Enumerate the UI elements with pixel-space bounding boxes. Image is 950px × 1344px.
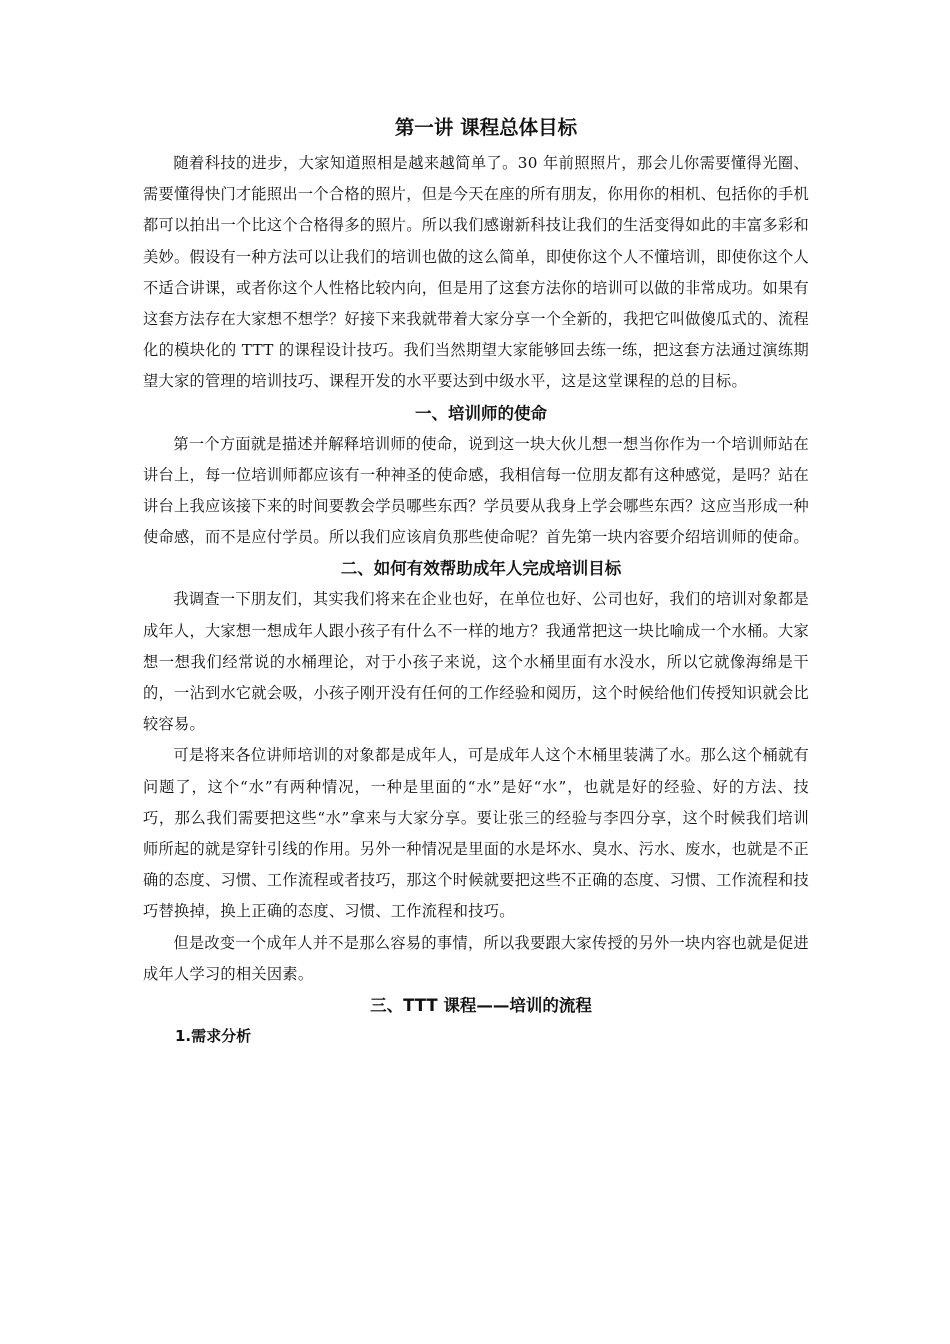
section-heading-ttt-process: 三、TTT 课程——培训的流程 xyxy=(370,996,592,1016)
section-heading-adult-training: 二、如何有效帮助成年人完成培训目标 xyxy=(340,559,622,579)
adult-training-paragraph-2: 可是将来各位讲师培训的对象都是成年人，可是成年人这个木桶里装满了水。那么这个桶就有问题了，这个“水”有两种情况，一种是里面的“水”是好“水”，也就是好的经验、好的方法、技巧，那么我们需要把这些“水”拿来与大家分享。要让张三的经验与李四分享，这个时候我们培训师所起的就是穿针引线的作用。另外一种情况是里面的水是坏水、臭水、污水、废水，也就是不正确的态度、习惯、工作流程或者技巧，那这个时候就要把这些不正确的态度、习惯、工作流程和技巧替换掉，换上正确的态度、习惯、工作流程和技巧。 xyxy=(143,746,809,921)
intro-paragraph: 随着科技的进步，大家知道照相是越来越简单了。30 年前照照片，那会儿你需要懂得光圈、需要懂得快门才能照出一个合格的照片，但是今天在座的所有朋友，你用你的相机、包括你的手机都可以拍出一个比这个合格得多的照片。所以我们感谢新科技让我们的生活变得如此的丰富多彩和美妙。假设有一种方法可以让我们的培训也做的这么简单，即使你这个人不懂培训，即使你这个人不适合讲课，或者你这个人性格比较内向，但是用了这套方法你的培训可以做的非常成功。如果有这套方法存在大家想不想学？好接下来我就带着大家分享一个全新的，我把它叫做傻瓜式的、流程化的模块化的 TTT 的课程设计技巧。我们当然期望大家能够回去练一练，把这套方法通过演练期望大家的管理的培训技巧、课程开发的水平要达到中级水平，这是这堂课程的总的目标。 xyxy=(143,154,809,391)
mission-paragraph: 第一个方面就是描述并解释培训师的使命，说到这一块大伙儿想一想当你作为一个培训师站在讲台上，每一位培训师都应该有一种神圣的使命感，我相信每一位朋友都有这种感觉，是吗？站在讲台上我应该接下来的时间要教会学员哪些东西？学员要从我身上学会哪些东西？这应当形成一种使命感，而不是应付学员。所以我们应该肩负那些使命呢？首先第一块内容要介绍培训师的使命。 xyxy=(143,434,809,547)
adult-training-paragraph-1: 我调查一下朋友们，其实我们将来在企业也好，在单位也好、公司也好，我们的培训对象都是成年人，大家想一想成年人跟小孩子有什么不一样的地方？我通常把这一块比喻成一个水桶。大家想一想我们经常说的水桶理论，对于小孩子来说，这个水桶里面有水没水，所以它就像海绵是干的，一沾到水它就会吸，小孩子刚开没有任何的工作经验和阅历，这个时候给他们传授知识就会比较容易。 xyxy=(143,590,809,734)
adult-training-paragraph-3: 但是改变一个成年人并不是那么容易的事情，所以我要跟大家传授的另外一块内容也就是促进成年人学习的相关因素。 xyxy=(143,933,809,983)
section-heading-mission: 一、培训师的使命 xyxy=(415,403,547,423)
document-body xyxy=(143,108,809,1052)
subheading-needs-analysis: 1.需求分析 xyxy=(175,1027,252,1046)
page-title: 第一讲 课程总体目标 xyxy=(394,116,578,139)
